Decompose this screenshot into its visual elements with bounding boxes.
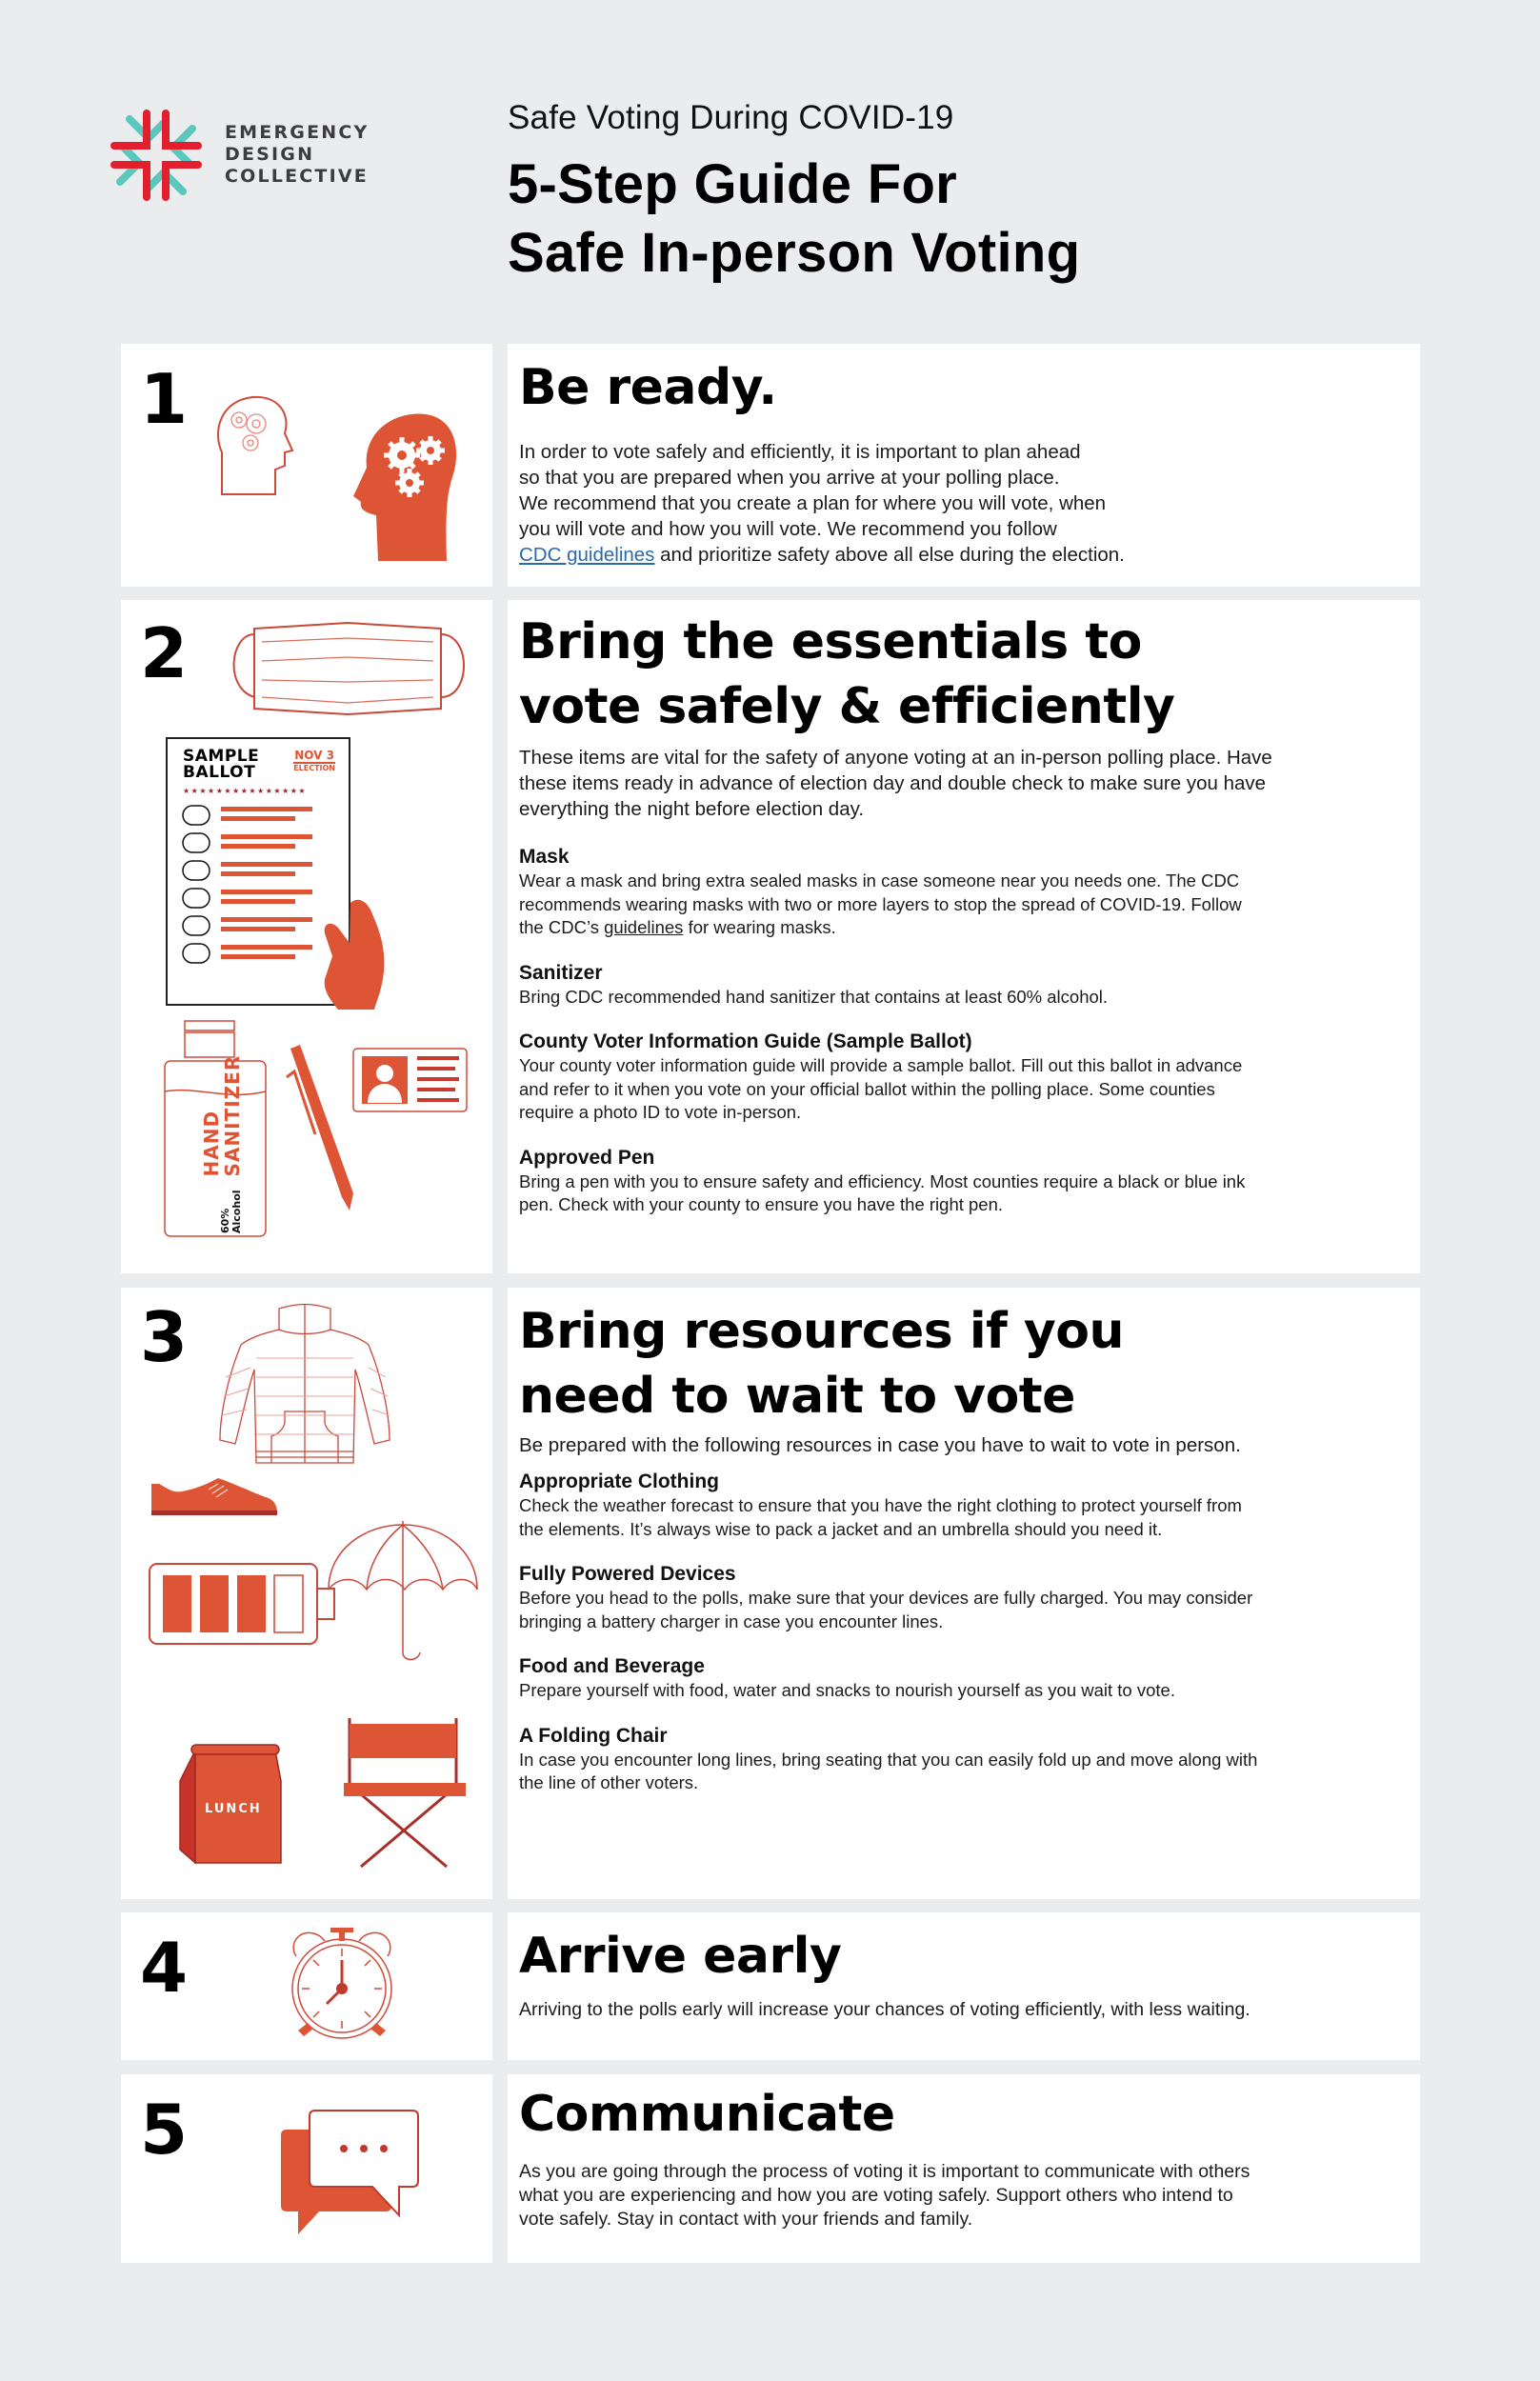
page-title-line: Safe In-person Voting [508,222,1081,284]
mask-guidelines-link[interactable]: guidelines [604,917,684,937]
step-4-content-card [508,1912,1420,2060]
item-approved-pen [519,1146,1262,1217]
lunch-label: LUNCH [205,1802,262,1816]
step-title-line: Bring resources if you [519,1303,1125,1360]
step-2-illustration-card [121,600,492,1273]
step-title-line: need to wait to vote [519,1368,1075,1425]
step-1-content-card [508,344,1420,587]
org-name-line: EMERGENCY [225,122,370,143]
step-number: 2 [140,613,189,693]
step-number: 1 [140,359,189,439]
step-4-illustration-card [121,1912,492,2060]
item-title: Fully Powered Devices [519,1563,736,1585]
sanitizer-label-line: HAND [200,1110,223,1177]
shoe-icon [150,1476,278,1516]
page-title [508,150,1080,288]
ballot-title-line: SAMPLE [183,747,260,766]
body-line: We recommend that you create a plan for where you will vote, when [519,492,1107,514]
body-text: and prioritize safety above all else during the election. [654,544,1125,566]
org-name-line: DESIGN [225,144,315,165]
step-3-content-card [508,1288,1420,1899]
step-body: Arriving to the polls early will increase your chances of voting efficiently, with less waiting. [519,1999,1250,2020]
step-body: Be prepared with the following resources in case you have to wait to vote in person. [519,1434,1241,1456]
chat-bubbles-icon [281,2111,419,2239]
item-title: A Folding Chair [519,1724,668,1747]
item-body: Check the weather forecast to ensure that you have the right clothing to protect yourself from the elements. It’s always wise to pack a jacket and an umbrella should you need it. [519,1495,1242,1539]
step-body [519,439,1401,568]
item-title: Mask [519,846,570,868]
body-line [519,542,1401,568]
item-folding-chair [519,1724,1262,1795]
ballot-title-line: BALLOT [183,763,256,782]
step-3-illustration-card [121,1288,492,1899]
item-body: In case you encounter long lines, bring seating that you can easily fold up and move along with the line of other voters. [519,1749,1258,1792]
body-line: In order to vote safely and efficiently, it is important to plan ahead [519,441,1081,463]
ballot-rows [183,804,335,985]
emergency-design-collective-logo-icon [109,108,204,203]
item-title: Appropriate Clothing [519,1471,719,1492]
item-body: Prepare yourself with food, water and snacks to nourish yourself as you wait to vote. [519,1680,1175,1700]
ballot-date: NOV 3 [294,749,334,762]
item-sanitizer [519,961,1262,1010]
umbrella-icon [327,1521,481,1664]
step-number: 4 [140,1928,189,2008]
alarm-clock-icon [289,1928,395,2042]
body-line: you will vote and how you will vote. We recommend you follow [519,518,1057,540]
alcohol-percent: 60% [219,1208,231,1233]
body-text: for wearing masks. [683,917,836,937]
org-name-line: COLLECTIVE [225,166,369,187]
battery-icon [148,1562,338,1648]
step-title: Arrive early [519,1928,842,1985]
page-title-line: 5-Step Guide For [508,153,958,215]
item-mask [519,845,1262,940]
step-body: These items are vital for the safety of anyone voting at an in-person polling place. Have these items ready in advance of election day and double check to make sure you have everything the night before election day. [519,747,1272,820]
step-5-illustration-card [121,2074,492,2263]
hand-holding-ballot-icon [319,895,386,1010]
item-title: Food and Beverage [519,1655,705,1677]
item-body: Bring CDC recommended hand sanitizer that contains at least 60% alcohol. [519,986,1109,1007]
step-title [519,610,1401,739]
head-gears-outline-icon [216,393,297,498]
sanitizer-label [201,1055,243,1233]
step-number: 5 [140,2090,189,2170]
body-line: so that you are prepared when you arrive at your polling place. [519,467,1060,489]
cdc-guidelines-link[interactable]: CDC guidelines [519,544,655,566]
step-title-line: Bring the essentials to [519,613,1142,670]
org-name [225,122,369,188]
item-title: Sanitizer [519,961,603,984]
jacket-icon [216,1301,407,1469]
step-title-line: vote safely & efficiently [519,678,1175,735]
ballot-stars: ★★★★★★★★★★★★★★★ [183,787,308,795]
alcohol-label: Alcohol [230,1190,243,1233]
step-title: Communicate [519,2086,895,2143]
page-kicker: Safe Voting During COVID-19 [508,99,954,136]
item-appropriate-clothing [519,1470,1262,1541]
step-title: Be ready. [519,359,777,416]
item-body [519,870,1262,940]
item-title: County Voter Information Guide (Sample Ballot) [519,1030,972,1052]
step-2-content-card [508,600,1420,1273]
item-body: Your county voter information guide will provide a sample ballot. Fill out this ballot in advance and refer to it when you vote on your official ballot within the polling place. Some counties require a photo ID to vote in-person. [519,1055,1243,1122]
body-text: Wear a mask and bring extra sealed masks in case someone near you needs one. The CDC recommends wearing masks with two or more layers to stop the spread of COVID-19. Follow the CDC’s [519,870,1242,937]
item-fully-powered-devices [519,1562,1271,1633]
step-title [519,1299,1401,1429]
item-food-and-beverage [519,1654,1271,1703]
item-sample-ballot [519,1030,1262,1125]
face-mask-icon [226,621,473,716]
step-body: As you are going through the process of voting it is important to communicate with others what you are experiencing and how you are voting safely. Support others who intend to vote safely. Stay in contact with your friends and family. [519,2161,1250,2230]
sanitizer-label-line: SANITIZER [221,1054,244,1177]
ballot-date-sub: ELECTION [293,764,335,772]
step-number: 3 [140,1297,189,1377]
head-gears-filled-icon [350,410,464,563]
photo-id-icon [352,1048,469,1112]
step-1-illustration-card [121,344,492,587]
item-title: Approved Pen [519,1146,655,1169]
folding-chair-icon [342,1716,468,1869]
item-body: Before you head to the polls, make sure that your devices are fully charged. You may consider bringing a battery charger in case you encounter lines. [519,1588,1253,1631]
step-5-content-card [508,2074,1420,2263]
item-body: Bring a pen with you to ensure safety and efficiency. Most counties require a black or blue ink pen. Check with your county to ensure you have the right pen. [519,1170,1246,1214]
